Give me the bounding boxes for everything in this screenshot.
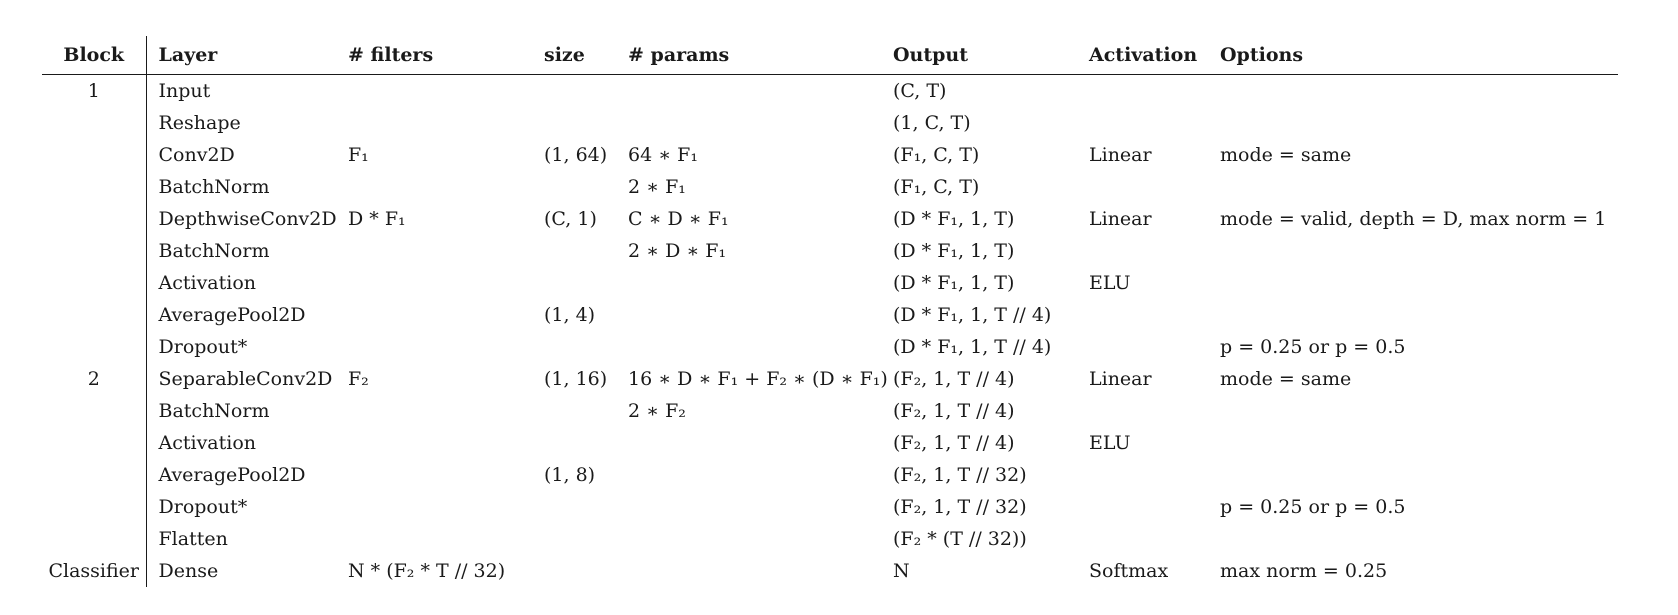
cell-block <box>42 203 146 235</box>
cell-output: (F₂, 1, T // 4) <box>893 400 1015 422</box>
cell-layer: Activation <box>158 432 257 454</box>
cell-options <box>1208 395 1618 427</box>
cell-activation <box>1077 395 1208 427</box>
cell-size <box>532 491 616 523</box>
cell-activation <box>1077 107 1208 139</box>
header-size: size <box>532 36 616 75</box>
cell-activation <box>1077 235 1208 267</box>
cell-options <box>1208 299 1618 331</box>
cell-filters <box>336 235 532 267</box>
cell-layer: SeparableConv2D <box>158 368 333 390</box>
cell-activation <box>1077 171 1208 203</box>
cell-layer: Dropout* <box>158 336 248 358</box>
cell-output: (F₂, 1, T // 4) <box>893 368 1015 390</box>
cell-output: (F₂, 1, T // 32) <box>893 464 1027 486</box>
cell-block <box>42 107 146 139</box>
cell-output: (F₁, C, T) <box>893 176 980 198</box>
cell-filters: F₂ <box>348 368 369 390</box>
cell-output: (D * F₁, 1, T) <box>893 240 1015 262</box>
cell-options <box>1208 523 1618 555</box>
cell-layer: BatchNorm <box>158 240 270 262</box>
cell-params <box>616 299 881 331</box>
table-row <box>42 523 1618 555</box>
cell-size <box>532 555 616 587</box>
cell-params <box>616 267 881 299</box>
cell-activation: Softmax <box>1089 560 1169 582</box>
cell-output: (1, C, T) <box>893 112 971 134</box>
table-row <box>42 395 1618 427</box>
cell-options: max norm = 0.25 <box>1220 560 1388 582</box>
header-params: # params <box>616 36 881 75</box>
cell-size: (C, 1) <box>544 208 597 230</box>
table-body <box>42 75 1618 588</box>
cell-output: (D * F₁, 1, T // 4) <box>893 336 1052 358</box>
table-row <box>42 331 1618 363</box>
cell-block <box>42 523 146 555</box>
header-filters: # filters <box>336 36 532 75</box>
cell-filters <box>336 491 532 523</box>
cell-params: 2 ∗ F₂ <box>628 400 686 422</box>
cell-params: 64 ∗ F₁ <box>628 144 698 166</box>
table-row <box>42 491 1618 523</box>
cell-options <box>1208 235 1618 267</box>
cell-filters <box>336 523 532 555</box>
cell-options <box>1208 427 1618 459</box>
cell-output: N <box>893 560 910 582</box>
cell-activation: Linear <box>1089 368 1152 390</box>
table-row <box>42 107 1618 139</box>
cell-block <box>42 395 146 427</box>
cell-params: C ∗ D ∗ F₁ <box>628 208 729 230</box>
header-activation: Activation <box>1077 36 1208 75</box>
cell-block <box>42 267 146 299</box>
cell-filters <box>336 267 532 299</box>
cell-activation: ELU <box>1089 272 1131 294</box>
cell-size <box>532 395 616 427</box>
cell-options: mode = same <box>1220 144 1352 166</box>
cell-size: (1, 64) <box>544 144 608 166</box>
cell-layer: BatchNorm <box>158 176 270 198</box>
table-row <box>42 75 1618 108</box>
cell-filters: N * (F₂ * T // 32) <box>348 560 506 582</box>
cell-activation <box>1077 491 1208 523</box>
cell-size <box>532 75 616 108</box>
cell-size <box>532 523 616 555</box>
cell-block <box>42 299 146 331</box>
cell-filters <box>336 75 532 108</box>
cell-size: (1, 8) <box>544 464 596 486</box>
cell-layer: Dense <box>158 560 219 582</box>
cell-block <box>42 491 146 523</box>
cell-block <box>42 331 146 363</box>
cell-layer: Conv2D <box>158 144 235 166</box>
cell-params <box>616 75 881 108</box>
cell-params <box>616 331 881 363</box>
cell-layer: Flatten <box>158 528 228 550</box>
cell-output: (F₂ * (T // 32)) <box>893 528 1027 550</box>
header-output: Output <box>881 36 1077 75</box>
cell-activation <box>1077 299 1208 331</box>
cell-layer: Dropout* <box>158 496 248 518</box>
cell-size <box>532 331 616 363</box>
cell-size <box>532 107 616 139</box>
cell-filters <box>336 427 532 459</box>
cell-options <box>1208 171 1618 203</box>
cell-filters <box>336 459 532 491</box>
table-row <box>42 139 1618 171</box>
cell-block: 2 <box>42 363 146 395</box>
cell-block <box>42 235 146 267</box>
cell-block: 1 <box>42 75 146 108</box>
architecture-table-container <box>42 36 1618 587</box>
cell-layer: Input <box>158 80 211 102</box>
cell-params: 2 ∗ D ∗ F₁ <box>628 240 727 262</box>
cell-options <box>1208 107 1618 139</box>
cell-params <box>616 491 881 523</box>
cell-filters <box>336 107 532 139</box>
architecture-table <box>42 36 1618 587</box>
cell-params <box>616 555 881 587</box>
cell-output: (F₂, 1, T // 4) <box>893 432 1015 454</box>
cell-filters <box>336 331 532 363</box>
cell-options <box>1208 75 1618 108</box>
cell-layer: Activation <box>158 272 257 294</box>
cell-block <box>42 459 146 491</box>
header-row <box>42 36 1618 75</box>
cell-output: (F₂, 1, T // 32) <box>893 496 1027 518</box>
cell-activation <box>1077 75 1208 108</box>
cell-params <box>616 523 881 555</box>
cell-filters: F₁ <box>348 144 369 166</box>
cell-layer: Reshape <box>158 112 241 134</box>
cell-options: mode = same <box>1220 368 1352 390</box>
cell-activation <box>1077 523 1208 555</box>
table-row <box>42 203 1618 235</box>
cell-block <box>42 139 146 171</box>
cell-options: p = 0.25 or p = 0.5 <box>1220 336 1406 358</box>
table-row <box>42 267 1618 299</box>
cell-filters: D * F₁ <box>348 208 406 230</box>
cell-filters <box>336 395 532 427</box>
cell-block <box>42 171 146 203</box>
cell-options: p = 0.25 or p = 0.5 <box>1220 496 1406 518</box>
cell-size: (1, 16) <box>544 368 608 390</box>
cell-layer: AveragePool2D <box>158 304 306 326</box>
table-header <box>42 36 1618 75</box>
header-block: Block <box>42 36 146 75</box>
table-row <box>42 171 1618 203</box>
cell-activation: Linear <box>1089 208 1152 230</box>
cell-block: Classifier <box>42 555 146 587</box>
cell-params <box>616 107 881 139</box>
cell-output: (D * F₁, 1, T // 4) <box>893 304 1052 326</box>
header-options: Options <box>1208 36 1618 75</box>
table-row <box>42 363 1618 395</box>
cell-options: mode = valid, depth = D, max norm = 1 <box>1220 208 1607 230</box>
cell-output: (D * F₁, 1, T) <box>893 208 1015 230</box>
cell-filters <box>336 299 532 331</box>
cell-params: 2 ∗ F₁ <box>628 176 686 198</box>
cell-layer: AveragePool2D <box>158 464 306 486</box>
table-row <box>42 299 1618 331</box>
cell-size <box>532 235 616 267</box>
cell-size: (1, 4) <box>544 304 596 326</box>
table-row <box>42 555 1618 587</box>
cell-output: (F₁, C, T) <box>893 144 980 166</box>
cell-activation: ELU <box>1089 432 1131 454</box>
cell-block <box>42 427 146 459</box>
table-row <box>42 235 1618 267</box>
cell-layer: DepthwiseConv2D <box>158 208 337 230</box>
cell-size <box>532 267 616 299</box>
cell-params: 16 ∗ D ∗ F₁ + F₂ ∗ (D ∗ F₁) <box>628 368 888 390</box>
cell-activation <box>1077 459 1208 491</box>
table-row <box>42 459 1618 491</box>
cell-layer: BatchNorm <box>158 400 270 422</box>
cell-activation: Linear <box>1089 144 1152 166</box>
cell-output: (C, T) <box>893 80 947 102</box>
cell-size <box>532 171 616 203</box>
cell-params <box>616 427 881 459</box>
cell-options <box>1208 459 1618 491</box>
cell-filters <box>336 171 532 203</box>
header-layer: Layer <box>146 36 336 75</box>
cell-options <box>1208 267 1618 299</box>
cell-output: (D * F₁, 1, T) <box>893 272 1015 294</box>
cell-params <box>616 459 881 491</box>
table-row <box>42 427 1618 459</box>
cell-activation <box>1077 331 1208 363</box>
cell-size <box>532 427 616 459</box>
